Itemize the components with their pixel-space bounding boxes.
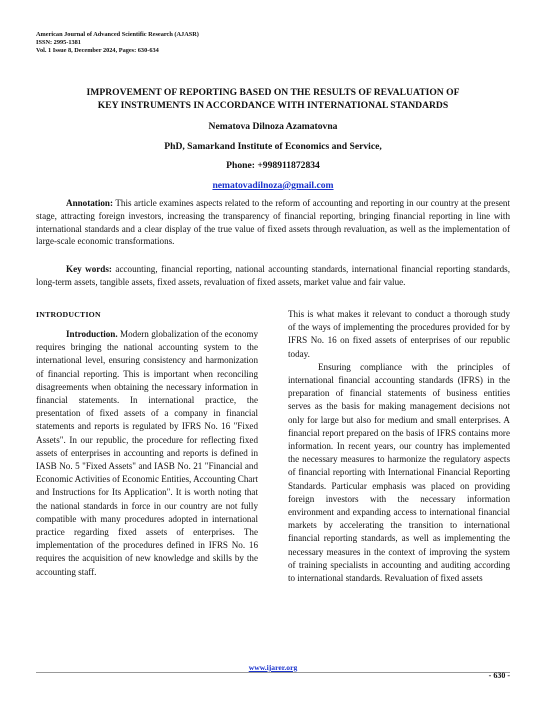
title-line-2: KEY INSTRUMENTS IN ACCORDANCE WITH INTERNATIONAL STANDARDS: [97, 100, 449, 111]
footer-url[interactable]: www.ijarer.org: [248, 663, 298, 672]
right-column: [288, 308, 510, 585]
email-link[interactable]: nematovadilnoza@gmail.com: [212, 180, 334, 191]
introduction-paragraph: [36, 328, 258, 579]
author-name: Nematova Dilnoza Azamatovna: [208, 121, 338, 132]
email-line: [36, 180, 510, 191]
page-number: - 630 -: [488, 671, 510, 680]
right-paragraph-2: Ensuring compliance with the principles of international financial accounting standards (IFRS) in the preparation of financial statements of business entities serves as the basis for making management decisions not only for large but also for medium and small enterprises. A financial report prepared on the basis of IFRS contains more information. In recent years, our country has implemented the necessary measures to harmonize the regulatory aspects of financial reporting with International Financial Reporting Standards. Particular emphasis was placed on providing foreign investors with the necessary information environment and expanding access to international financial markets by accelerating the transition to international financial reporting standards, as well as implementing the necessary measures in the context of improving the system of training specialists in accounting and auditing according to international standards. Revaluation of fixed assets: [288, 361, 510, 584]
keywords-text: accounting, financial reporting, national accounting standards, international financial reporting standards, long-term assets, tangible assets, fixed assets, revaluation of fixed assets, market value and fair value.: [36, 264, 510, 287]
introduction-text: Modern globalization of the economy requires bringing the national accounting system to the international level, ensuring consistency and harmonization of financial reporting. This is important when reconciling disagreements when obtaining the necessary information in financial statements. In international practice, the presentation of fixed assets of a company in financial statements and reports is regulated by IFRS No. 16 "Fixed Assets". In our republic, the procedure for reflecting fixed assets of enterprises in accounting and reports is defined in IASB No. 5 "Fixed Assets" and IASB No. 21 "Financial and Economic Activities of Economic Entities, Accounting Chart and Instructions for Its Application". It is worth noting that the national standards in force in our country are not fully compatible with many procedures adopted in international practice regarding fixed assets of enterprises. The implementation of the procedures defined in IFRS No. 16 requires the acquisition of new knowledge and skills by the accounting staff.: [36, 329, 258, 577]
annotation-label: Annotation:: [66, 198, 113, 208]
journal-name: American Journal of Advanced Scientific Research (AJASR): [36, 31, 199, 38]
author-phone: Phone: +998911872834: [226, 160, 320, 171]
journal-header: [36, 31, 199, 55]
right-paragraph-1: This is what makes it relevant to conduct a thorough study of the ways of implementing the procedures provided for by IFRS No. 16 on fixed assets of enterprises of our republic today.: [288, 309, 510, 359]
author-affiliation: PhD, Samarkand Institute of Economics and Service,: [164, 141, 382, 152]
introduction-label: Introduction.: [66, 329, 118, 339]
title-line-1: IMPROVEMENT OF REPORTING BASED ON THE RESULTS OF REVALUATION OF: [86, 87, 460, 98]
footer-divider: [36, 672, 510, 673]
annotation-paragraph: [36, 197, 510, 248]
keywords-paragraph: [36, 263, 510, 289]
journal-volume: Vol. 1 Issue 8, December 2024, Pages: 630-634: [36, 47, 159, 54]
left-column: [36, 328, 258, 579]
keywords-label: Key words:: [66, 264, 112, 274]
journal-issn: ISSN: 2995-1381: [36, 39, 81, 46]
article-title: [36, 86, 510, 112]
section-heading: INTRODUCTION: [36, 310, 101, 319]
annotation-text: This article examines aspects related to the reform of accounting and reporting in our country at the present stage, attracting foreign investors, increasing the transparency of financial reporting, bringing financial reporting in line with international standards and a clear display of the true value of fixed assets through revaluation, as well as the implementation of large-scale economic transformations.: [36, 198, 510, 247]
